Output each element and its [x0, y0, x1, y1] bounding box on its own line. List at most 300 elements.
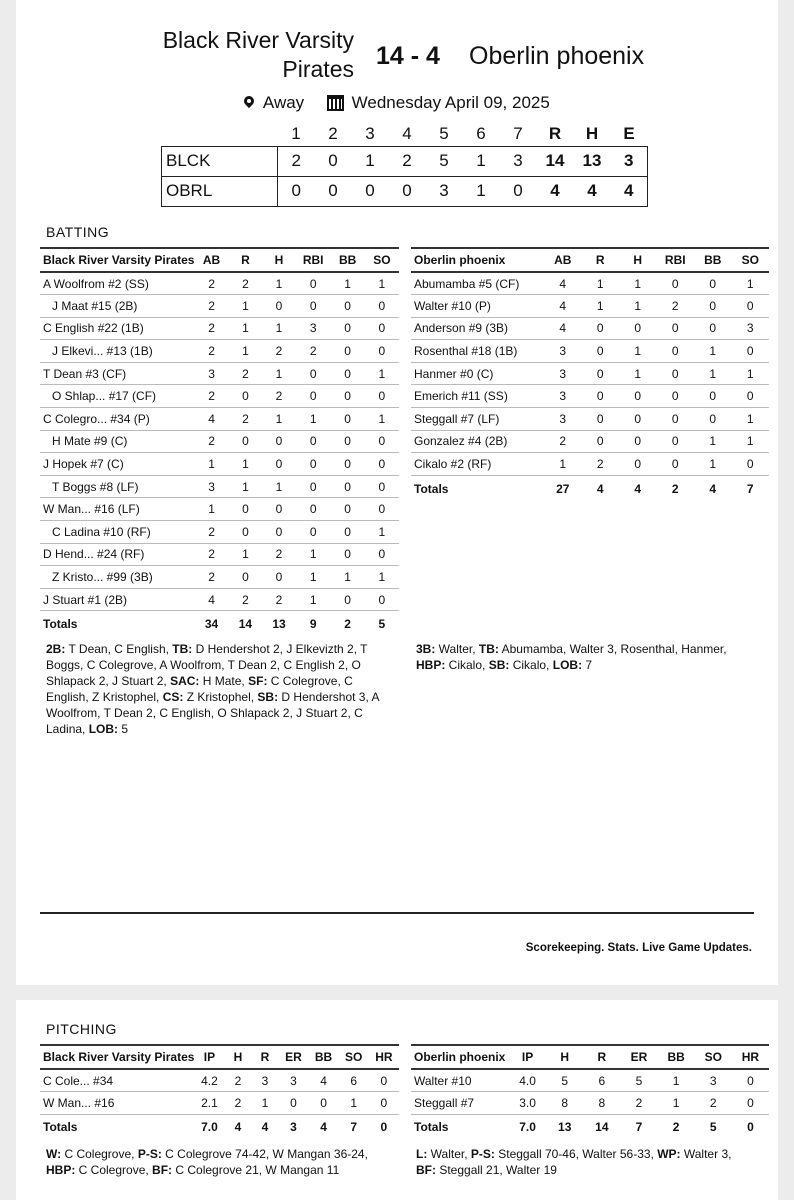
stats-header-row: [40, 1045, 399, 1069]
player-row: [411, 1092, 769, 1115]
stat-cell: 3: [732, 317, 770, 340]
player-name: Z Kristo... #99 (3B): [40, 566, 194, 589]
stat-cell: 1: [296, 588, 331, 611]
player-row: [40, 588, 399, 611]
inning-header: 3: [365, 123, 375, 143]
note-text: H Mate,: [199, 674, 249, 688]
stat-cell: 0: [279, 1092, 309, 1115]
stat-cell: 0: [331, 340, 365, 363]
stat-column-header: ER: [279, 1045, 309, 1069]
stat-cell: 4: [194, 588, 228, 611]
stat-cell: 2: [229, 272, 263, 295]
linescore-team: BLCK: [162, 146, 278, 176]
player-name: O Shlap... #17 (CF): [40, 385, 194, 408]
stat-cell: 1: [619, 362, 657, 385]
player-name: Walter #10 (P): [411, 295, 544, 318]
away-batting-notes: [416, 641, 752, 673]
stat-cell: 0: [296, 498, 331, 521]
player-name: J Stuart #1 (2B): [40, 588, 194, 611]
linescore-team: OBRL: [162, 176, 278, 206]
stat-cell: 3: [296, 317, 331, 340]
home-team-name: [74, 26, 354, 84]
away-team-name: Oberlin phoenix: [469, 42, 645, 70]
total-cell: 13: [272, 617, 286, 632]
total-cell: 5: [709, 1119, 717, 1134]
team-name-header: Black River Varsity Pirates: [40, 1045, 194, 1069]
inning-header: 1: [291, 123, 301, 143]
linescore-cell: 3: [426, 176, 463, 206]
player-row: [40, 408, 399, 431]
stat-cell: 3: [544, 340, 582, 363]
stat-cell: 0: [369, 1069, 399, 1092]
player-name: W Man... #16 (LF): [40, 498, 194, 521]
note-label: SB:: [488, 658, 510, 672]
home-pitching-notes: [46, 1146, 382, 1178]
game-date: Wednesday April 09, 2025: [351, 92, 550, 112]
stat-cell: 4.2: [194, 1069, 224, 1092]
player-row: [40, 1092, 399, 1115]
stat-cell: 1: [365, 521, 399, 544]
note-text: Steggall 70-46, Walter 56-33,: [494, 1147, 658, 1161]
player-row: [40, 317, 399, 340]
stat-cell: 0: [262, 453, 296, 476]
batting-section-title: BATTING: [46, 224, 110, 240]
player-row: [411, 317, 769, 340]
stat-cell: 1: [365, 362, 399, 385]
home-team-name-line1: Black River Varsity: [162, 27, 354, 53]
stat-cell: 0: [582, 430, 620, 453]
inning-header: H: [585, 123, 599, 143]
total-cell: 4: [261, 1119, 269, 1134]
stat-column-header: H: [262, 248, 296, 272]
stat-cell: 2: [582, 453, 620, 476]
stat-cell: 0: [296, 475, 331, 498]
away-pitching-table: [411, 1044, 769, 1139]
stat-cell: 1: [732, 408, 770, 431]
note-text: C Colegrove 74-42, W Mangan 36-24,: [161, 1147, 368, 1161]
totals-label: Totals: [43, 1119, 78, 1134]
home-pitching-table: [40, 1044, 399, 1139]
player-row: [40, 498, 399, 521]
stat-cell: 1: [262, 362, 296, 385]
player-row: [411, 453, 769, 476]
stat-cell: 1: [262, 408, 296, 431]
stat-cell: 1: [339, 1092, 369, 1115]
stat-cell: 1: [251, 1092, 278, 1115]
player-name: C Colegro... #34 (P): [40, 408, 194, 431]
stat-cell: 3: [695, 1069, 732, 1092]
stat-cell: 0: [657, 453, 695, 476]
note-text: C Colegrove, C English, Z Kristophel,: [46, 674, 353, 704]
stat-cell: 1: [365, 408, 399, 431]
stats-header-row: [411, 248, 769, 272]
inning-header: 4: [402, 123, 412, 143]
player-name: T Dean #3 (CF): [40, 362, 194, 385]
stat-cell: 1: [229, 475, 263, 498]
stat-cell: 3: [194, 362, 228, 385]
stat-cell: 1: [296, 566, 331, 589]
stat-cell: 5: [546, 1069, 583, 1092]
stat-cell: 0: [365, 295, 399, 318]
stat-cell: 1: [694, 340, 732, 363]
stat-cell: 0: [694, 317, 732, 340]
pitching-section-title: PITCHING: [46, 1021, 117, 1037]
stat-column-header: R: [251, 1045, 278, 1069]
note-text: Cikalo,: [509, 658, 553, 672]
stat-column-header: SO: [365, 248, 399, 272]
stat-cell: 0: [732, 340, 770, 363]
note-text: Z Kristophel,: [183, 690, 258, 704]
stat-cell: 1: [262, 272, 296, 295]
note-text: T Dean, C English,: [65, 642, 173, 656]
stat-column-header: H: [619, 248, 657, 272]
stat-cell: 1: [365, 566, 399, 589]
stat-cell: 0: [296, 272, 331, 295]
matchup-header: [16, 22, 778, 92]
player-row: [411, 430, 769, 453]
stat-cell: 2: [194, 521, 228, 544]
stat-cell: 0: [365, 543, 399, 566]
stat-cell: 0: [296, 453, 331, 476]
stat-cell: 0: [582, 362, 620, 385]
note-label: P-S:: [470, 1147, 495, 1161]
stat-cell: 0: [582, 317, 620, 340]
stat-cell: 3: [251, 1069, 278, 1092]
stat-cell: 0: [619, 385, 657, 408]
linescore-cell: 0: [352, 176, 389, 206]
total-cell: 7: [746, 481, 754, 496]
stat-cell: 0: [365, 430, 399, 453]
stat-cell: 0: [331, 498, 365, 521]
totals-label: Totals: [414, 1119, 449, 1134]
total-cell: 7: [635, 1119, 643, 1134]
stat-cell: 0: [694, 385, 732, 408]
player-row: [40, 362, 399, 385]
linescore-row: [162, 176, 648, 206]
stat-cell: 0: [365, 340, 399, 363]
linescore-table: [161, 122, 648, 207]
total-cell: 7.0: [519, 1119, 536, 1134]
stat-cell: 1: [331, 566, 365, 589]
totals-row: [40, 611, 399, 637]
stat-cell: 5: [620, 1069, 657, 1092]
player-row: [40, 543, 399, 566]
total-cell: 4: [234, 1119, 242, 1134]
player-name: Gonzalez #4 (2B): [411, 430, 544, 453]
totals-label: Totals: [43, 617, 78, 632]
stat-cell: 0: [657, 340, 695, 363]
note-label: HBP:: [46, 1163, 76, 1177]
player-name: Walter #10: [411, 1069, 509, 1092]
stat-cell: 0: [331, 543, 365, 566]
stat-cell: 2: [262, 385, 296, 408]
player-name: Anderson #9 (3B): [411, 317, 544, 340]
stat-column-header: BB: [694, 248, 732, 272]
stat-column-header: RBI: [657, 248, 695, 272]
stat-cell: 0: [369, 1092, 399, 1115]
note-text: 5: [118, 722, 129, 736]
stat-cell: 0: [331, 317, 365, 340]
total-cell: 2: [672, 1119, 680, 1134]
boxscore-page: [16, 0, 778, 985]
stat-cell: 2.1: [194, 1092, 224, 1115]
total-cell: 13: [558, 1119, 572, 1134]
stat-cell: 2: [194, 295, 228, 318]
total-cell: 7: [350, 1119, 358, 1134]
stat-cell: 2: [194, 317, 228, 340]
player-name: J Maat #15 (2B): [40, 295, 194, 318]
stat-column-header: AB: [544, 248, 582, 272]
player-row: [411, 295, 769, 318]
stat-cell: 1: [229, 340, 263, 363]
stat-cell: 2: [296, 340, 331, 363]
location-pin-icon: [244, 96, 254, 110]
stat-cell: 3.0: [509, 1092, 546, 1115]
stat-cell: 3: [544, 385, 582, 408]
inning-header: E: [623, 123, 635, 143]
linescore-corner: [162, 122, 278, 146]
stat-cell: 1: [619, 295, 657, 318]
total-cell: 2: [671, 481, 679, 496]
stat-cell: 1: [296, 408, 331, 431]
player-name: J Elkevi... #13 (1B): [40, 340, 194, 363]
stat-cell: 1: [262, 317, 296, 340]
player-row: [411, 385, 769, 408]
total-cell: 9: [309, 617, 317, 632]
note-label: WP:: [657, 1147, 681, 1161]
stat-cell: 0: [694, 272, 732, 295]
stat-cell: 0: [262, 295, 296, 318]
total-cell: 5: [378, 617, 386, 632]
totals-label: Totals: [414, 481, 449, 496]
note-text: Walter,: [435, 642, 479, 656]
player-name: H Mate #9 (C): [40, 430, 194, 453]
player-name: Steggall #7 (LF): [411, 408, 544, 431]
pitching-page: [16, 1000, 778, 1200]
note-text: C Colegrove 21, W Mangan 11: [172, 1163, 340, 1177]
stat-cell: 0: [365, 498, 399, 521]
total-cell: 14: [595, 1119, 609, 1134]
linescore-cell: 1: [352, 146, 389, 176]
stat-cell: 0: [331, 295, 365, 318]
stat-cell: 8: [583, 1092, 620, 1115]
stat-cell: 2: [262, 588, 296, 611]
stat-cell: 2: [262, 340, 296, 363]
linescore-row: [162, 146, 648, 176]
home-batting-notes: [46, 641, 382, 737]
linescore-cell: 2: [389, 146, 426, 176]
note-text: Steggall 21, Walter 19: [436, 1163, 557, 1177]
stat-cell: 0: [296, 385, 331, 408]
stat-cell: 1: [694, 453, 732, 476]
stat-cell: 0: [694, 408, 732, 431]
inning-header: 2: [328, 123, 338, 143]
stat-cell: 1: [582, 295, 620, 318]
away-pitching-notes: [416, 1146, 752, 1178]
linescore-cell: 13: [574, 146, 611, 176]
stat-cell: 0: [331, 475, 365, 498]
note-label: TB:: [478, 642, 499, 656]
stat-column-header: BB: [658, 1045, 695, 1069]
stat-column-header: R: [583, 1045, 620, 1069]
stat-cell: 3: [194, 475, 228, 498]
player-row: [411, 408, 769, 431]
totals-row: [411, 475, 769, 501]
stat-cell: 0: [365, 588, 399, 611]
stat-column-header: AB: [194, 248, 228, 272]
stat-cell: 0: [331, 385, 365, 408]
stat-cell: 0: [657, 408, 695, 431]
stat-column-header: SO: [695, 1045, 732, 1069]
stat-cell: 0: [732, 295, 770, 318]
away-batting-table: [411, 247, 769, 501]
note-label: HBP:: [416, 658, 446, 672]
player-row: [40, 272, 399, 295]
stat-column-header: HR: [369, 1045, 399, 1069]
stat-cell: 0: [365, 385, 399, 408]
stat-cell: 0: [229, 385, 263, 408]
stat-cell: 0: [262, 521, 296, 544]
stat-cell: 2: [194, 566, 228, 589]
stat-cell: 0: [657, 317, 695, 340]
stat-cell: 0: [365, 317, 399, 340]
stat-cell: 1: [582, 272, 620, 295]
inning-header: 7: [513, 123, 523, 143]
stat-column-header: BB: [331, 248, 365, 272]
linescore-cell: 0: [315, 176, 352, 206]
stat-cell: 0: [331, 408, 365, 431]
note-label: SF:: [248, 674, 268, 688]
stat-cell: 0: [296, 521, 331, 544]
stat-cell: 0: [296, 295, 331, 318]
stat-cell: 2: [262, 543, 296, 566]
stat-cell: 1: [229, 543, 263, 566]
stat-cell: 1: [619, 272, 657, 295]
stat-cell: 4: [544, 317, 582, 340]
player-row: [40, 453, 399, 476]
total-cell: 0: [380, 1119, 388, 1134]
team-name-header: Oberlin phoenix: [411, 1045, 509, 1069]
total-cell: 27: [556, 481, 570, 496]
stat-cell: 3: [544, 408, 582, 431]
stat-cell: 2: [224, 1069, 251, 1092]
note-label: LOB:: [88, 722, 119, 736]
stat-cell: 0: [331, 453, 365, 476]
stat-cell: 0: [262, 566, 296, 589]
stat-column-header: IP: [509, 1045, 546, 1069]
stat-cell: 2: [229, 588, 263, 611]
stat-column-header: HR: [732, 1045, 769, 1069]
stat-cell: 0: [296, 362, 331, 385]
note-text: D Hendershot 3, A Woolfrom, T Dean 2, C English, O Shlapack 2, J Stuart 2, C Ladina,: [46, 690, 379, 736]
stat-cell: 0: [331, 588, 365, 611]
note-label: BF:: [152, 1163, 173, 1177]
stat-cell: 2: [194, 340, 228, 363]
linescore-cell: 0: [389, 176, 426, 206]
player-name: C Ladina #10 (RF): [40, 521, 194, 544]
stat-cell: 1: [658, 1069, 695, 1092]
inning-header: 6: [476, 123, 486, 143]
stat-cell: 0: [619, 453, 657, 476]
stat-cell: 1: [194, 498, 228, 521]
note-text: 7: [582, 658, 593, 672]
stat-cell: 2: [194, 430, 228, 453]
stat-cell: 3: [279, 1069, 309, 1092]
stat-column-header: ER: [620, 1045, 657, 1069]
stat-cell: 4: [544, 295, 582, 318]
note-label: 3B:: [416, 642, 436, 656]
player-name: Abumamba #5 (CF): [411, 272, 544, 295]
stat-cell: 1: [732, 362, 770, 385]
stat-cell: 4: [544, 272, 582, 295]
player-name: D Hend... #24 (RF): [40, 543, 194, 566]
stat-cell: 0: [365, 475, 399, 498]
stat-cell: 4: [194, 408, 228, 431]
player-name: Emerich #11 (SS): [411, 385, 544, 408]
linescore-cell: 3: [611, 146, 648, 176]
stat-column-header: H: [546, 1045, 583, 1069]
stat-cell: 1: [229, 317, 263, 340]
note-label: SB:: [257, 690, 279, 704]
stat-cell: 1: [229, 453, 263, 476]
stat-cell: 2: [695, 1092, 732, 1115]
stat-column-header: R: [582, 248, 620, 272]
total-cell: 4: [320, 1119, 327, 1134]
stat-cell: 2: [229, 408, 263, 431]
stat-cell: 0: [331, 362, 365, 385]
stat-column-header: SO: [732, 248, 770, 272]
note-label: LOB:: [552, 658, 583, 672]
linescore-cell: 1: [463, 146, 500, 176]
stat-cell: 0: [732, 453, 770, 476]
total-cell: 34: [204, 617, 219, 632]
player-name: A Woolfrom #2 (SS): [40, 272, 194, 295]
stat-cell: 3: [544, 362, 582, 385]
stat-cell: 1: [262, 475, 296, 498]
note-label: 2B:: [46, 642, 66, 656]
player-row: [411, 272, 769, 295]
player-row: [411, 1069, 769, 1092]
stat-cell: 8: [546, 1092, 583, 1115]
stat-column-header: H: [224, 1045, 251, 1069]
stat-cell: 1: [296, 543, 331, 566]
stat-cell: 0: [229, 521, 263, 544]
stat-column-header: IP: [194, 1045, 224, 1069]
game-meta: [16, 92, 778, 113]
player-row: [411, 340, 769, 363]
stat-cell: 1: [544, 453, 582, 476]
totals-row: [40, 1114, 399, 1139]
linescore-cell: 0: [315, 146, 352, 176]
stat-cell: 0: [229, 498, 263, 521]
stat-cell: 0: [331, 430, 365, 453]
stat-cell: 2: [544, 430, 582, 453]
total-cell: 4: [634, 481, 642, 496]
player-row: [411, 362, 769, 385]
linescore-cell: 5: [426, 146, 463, 176]
stat-cell: 0: [331, 521, 365, 544]
linescore-cell: 0: [278, 176, 315, 206]
note-label: L:: [416, 1147, 428, 1161]
total-cell: 3: [290, 1119, 297, 1134]
stat-column-header: BB: [308, 1045, 338, 1069]
player-name: Steggall #7: [411, 1092, 509, 1115]
stat-cell: 0: [732, 1092, 769, 1115]
team-name-header: Oberlin phoenix: [411, 248, 544, 272]
stat-cell: 2: [194, 385, 228, 408]
stat-column-header: SO: [339, 1045, 369, 1069]
stat-cell: 1: [658, 1092, 695, 1115]
